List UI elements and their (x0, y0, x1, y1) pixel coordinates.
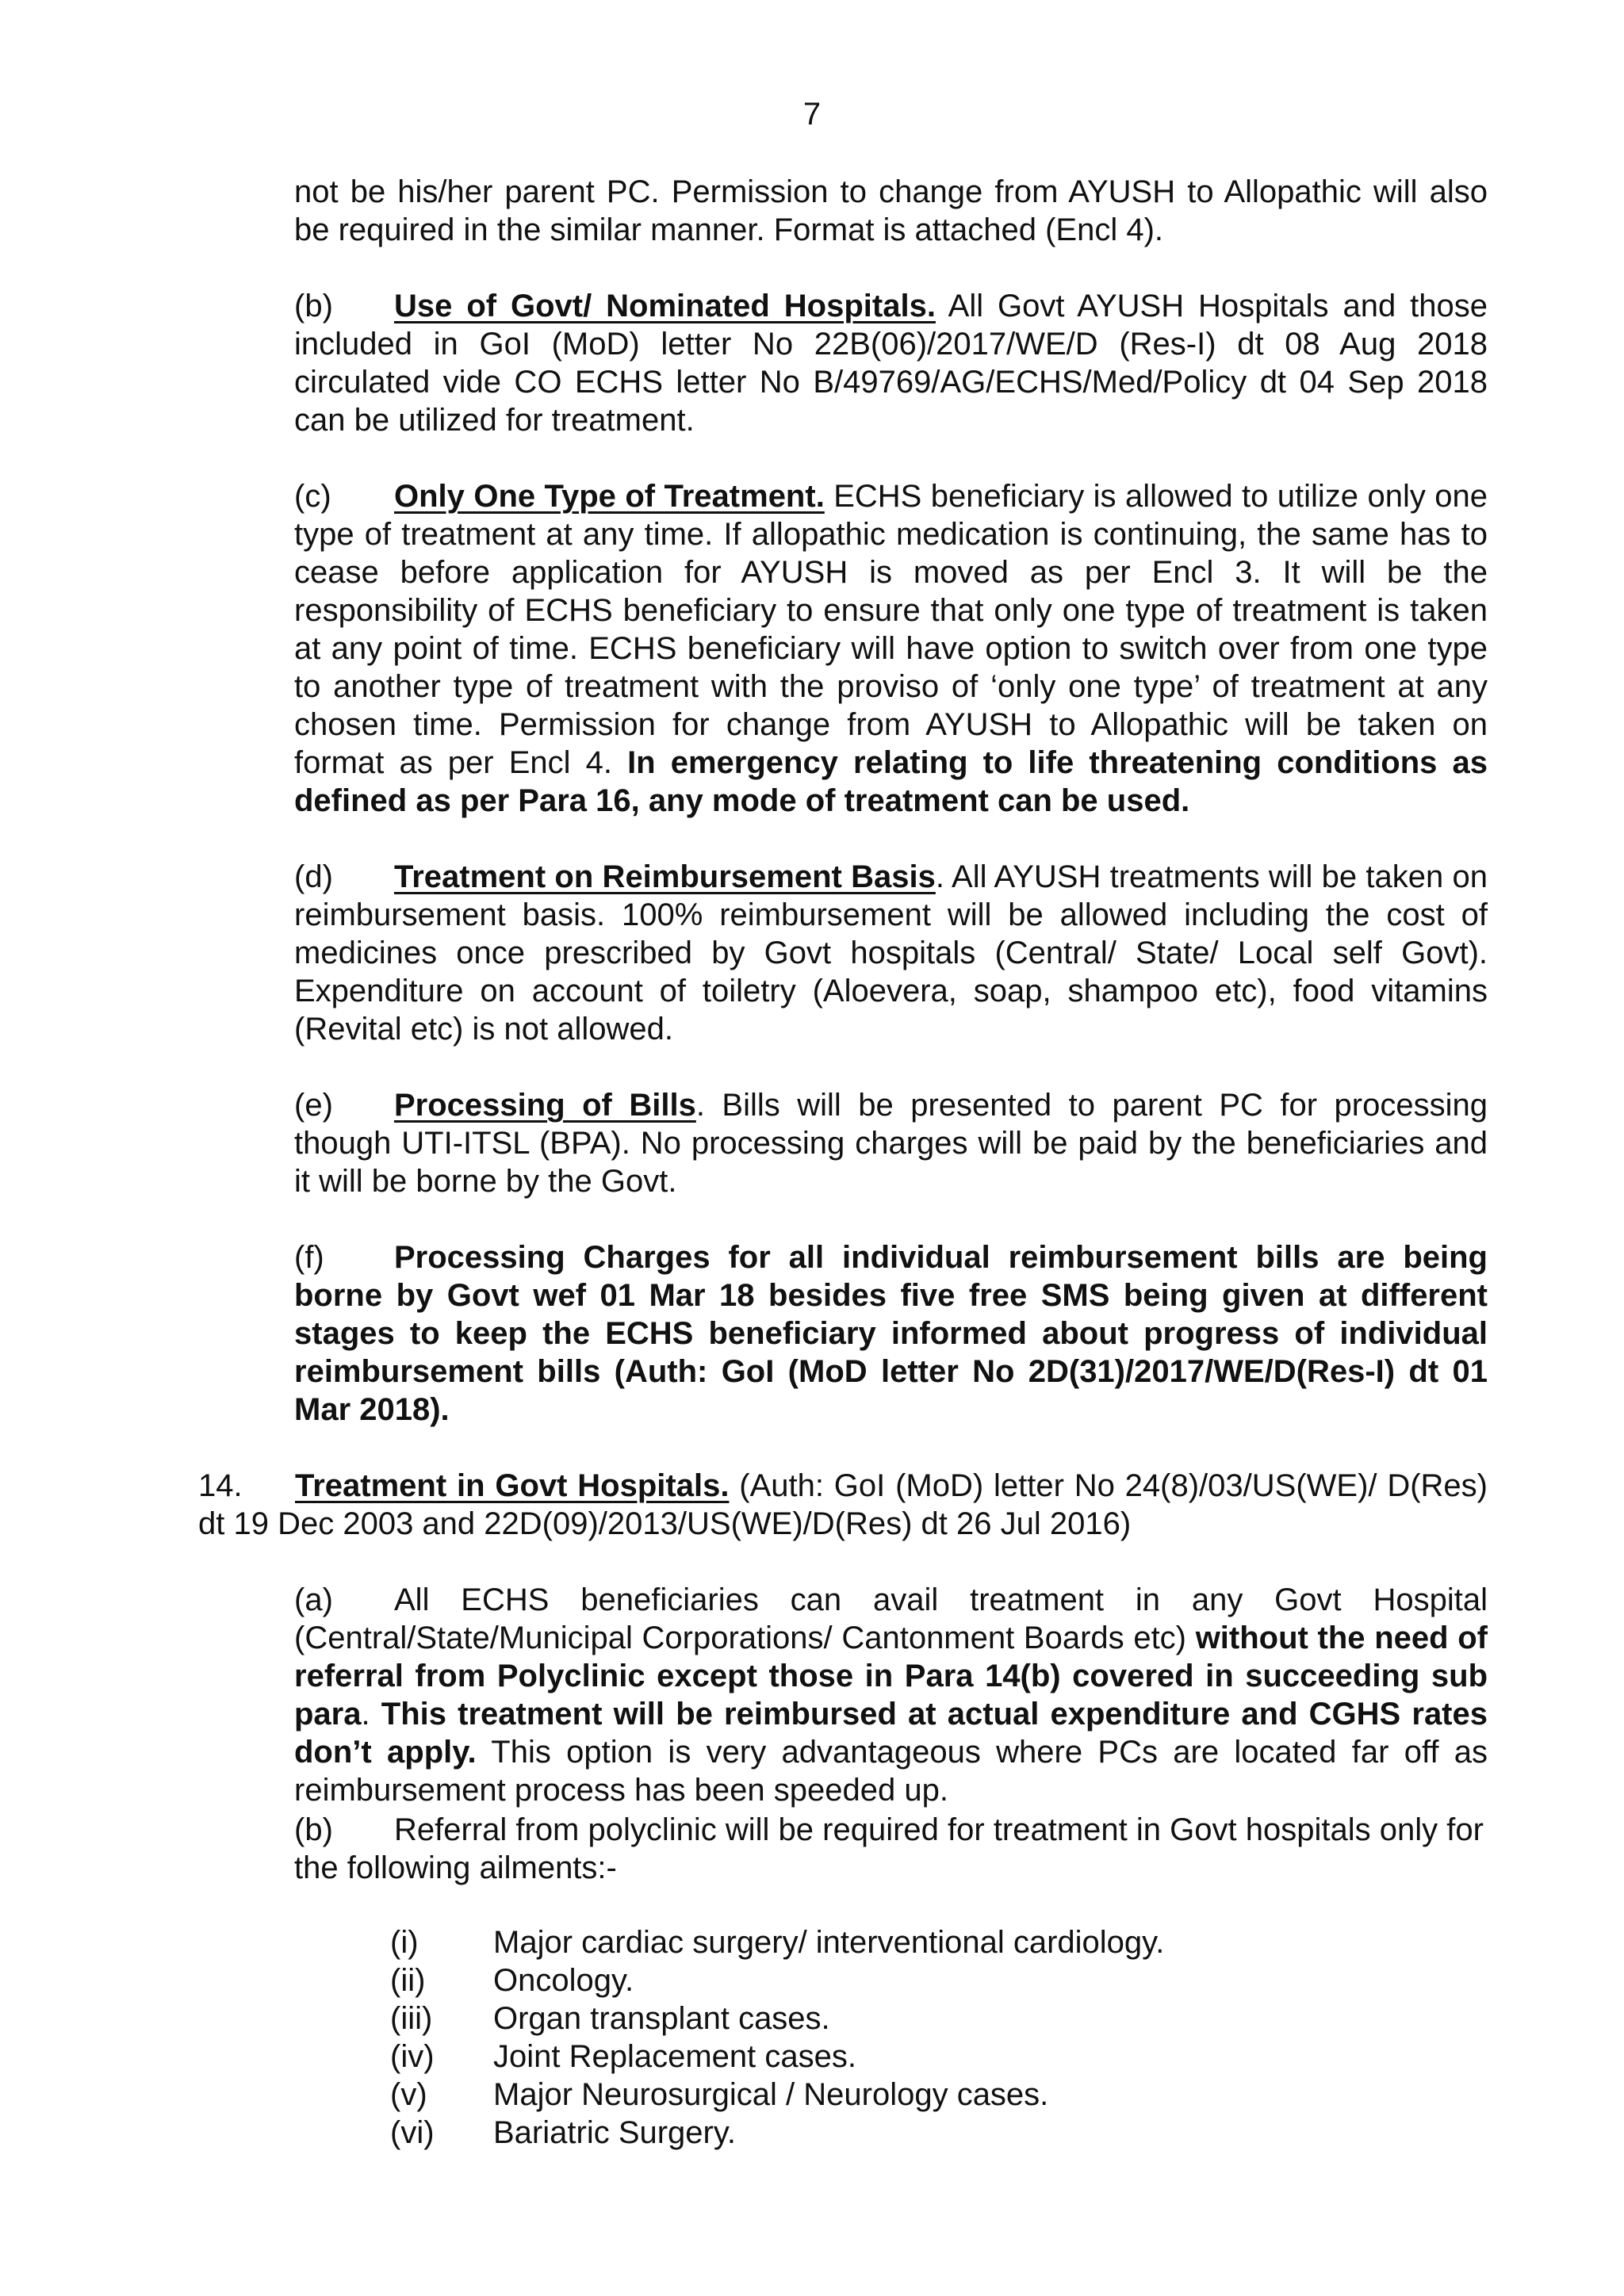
intro-paragraph (294, 173, 1488, 249)
ailment-number: (vi) (390, 2115, 435, 2150)
ailment-text: Oncology. (493, 1963, 634, 1998)
ailment-number: (v) (390, 2077, 427, 2112)
ailment-number: (iv) (390, 2039, 435, 2074)
para-14-number: 14. (198, 1468, 243, 1503)
ailment-number: (iii) (390, 2001, 433, 2036)
para-14a-text-1: All ECHS beneficiaries can avail treatment in any Govt Hospital (Central/State/Municipal Corporations/ Cantonment Boards etc) (294, 1582, 1488, 1655)
page-number: 7 (802, 97, 822, 132)
intro-text: not be his/her parent PC. Permission to change from AYUSH to Allopathic will also be required in the similar manner. Format is attached (Encl 4). (294, 174, 1488, 247)
para-e-text: . Bills will be presented to parent PC for processing though UTI-ITSL (BPA). No processing charges will be paid by the beneficiaries and it will be borne by the Govt. (294, 1088, 1488, 1199)
ailment-text: Major cardiac surgery/ interventional cardiology. (493, 1925, 1165, 1960)
para-c (294, 477, 1488, 820)
para-c-label: (c) (294, 479, 331, 514)
ailment-text: Major Neurosurgical / Neurology cases. (493, 2077, 1049, 2112)
para-f-label: (f) (294, 1240, 324, 1275)
para-14b-label: (b) (294, 1812, 333, 1847)
para-c-bold-text: In emergency relating to life threatening conditions as defined as per Para 16, any mode of treatment can be used. (294, 745, 1488, 818)
para-f (294, 1238, 1488, 1429)
para-b-text: All Govt AYUSH Hospitals and those included in GoI (MoD) letter No 22B(06)/2017/WE/D (Res-I) dt 08 Aug 2018 circulated vide CO ECHS letter No B/49769/AG/ECHS/Med/Policy dt 04 Sep 2018 can be utilized for treatment. (294, 289, 1488, 438)
para-14a-bold-2: This treatment will be reimbursed at actual expenditure and CGHS rates don’t apply. (294, 1697, 1488, 1770)
para-e (294, 1086, 1488, 1200)
ailment-number: (ii) (390, 1963, 426, 1998)
para-e-heading: Processing of Bills (394, 1088, 696, 1123)
ailment-number: (i) (390, 1925, 419, 1960)
para-14-text: (Auth: GoI (MoD) letter No 24(8)/03/US(WE)/ D(Res) dt 19 Dec 2003 and 22D(09)/2013/US(WE)/D(Res) dt 26 Jul 2016) (198, 1468, 1488, 1541)
para-d (294, 858, 1488, 1048)
para-14a-text-2: . (361, 1697, 381, 1732)
para-14a-text-3: This option is very advantageous where PCs are located far off as reimbursement process has been speeded up. (294, 1735, 1488, 1808)
para-14a-bold-1: without the need of referral from Polyclinic except those in Para 14(b) covered in succeeding sub para (294, 1621, 1488, 1732)
para-b-heading: Use of Govt/ Nominated Hospitals. (394, 289, 936, 323)
ailment-text: Joint Replacement cases. (493, 2039, 857, 2074)
ailment-text: Organ transplant cases. (493, 2001, 830, 2036)
para-b-label: (b) (294, 289, 333, 323)
ailment-text: Bariatric Surgery. (493, 2115, 737, 2150)
para-14a-label: (a) (294, 1582, 333, 1617)
para-f-bold-text: Processing Charges for all individual reimbursement bills are being borne by Govt wef 01 Mar 18 besides five free SMS being given at different stages to keep the ECHS beneficiary informed about progress of individual reimbursement bills (Auth: GoI (MoD letter No 2D(31)/2017/WE/D(Res-I) dt 01 Mar 2018). (294, 1240, 1488, 1427)
para-14b (294, 1811, 1488, 1887)
para-14-heading: Treatment in Govt Hospitals. (295, 1468, 730, 1503)
para-c-text: ECHS beneficiary is allowed to utilize only one type of treatment at any time. If allopathic medication is continuing, the same has to cease before application for AYUSH is moved as per Encl 3. It will be the responsibility of ECHS beneficiary to ensure that only one type of treatment is taken at any point of time. ECHS beneficiary will have option to switch over from one type to another type of treatment with the proviso of ‘only one type’ of treatment at any chosen time. Permission for change from AYUSH to Allopathic will be taken on format as per Encl 4. (294, 479, 1488, 780)
para-d-text: . All AYUSH treatments will be taken on reimbursement basis. 100% reimbursement will be allowed including the cost of medicines once prescribed by Govt hospitals (Central/ State/ Local self Govt). Expenditure on account of toiletry (Aloevera, soap, shampoo etc), food vitamins (Revital etc) is not allowed. (294, 859, 1488, 1047)
para-14 (198, 1467, 1488, 1543)
para-14b-text: Referral from polyclinic will be required for treatment in Govt hospitals only for the following ailments:- (294, 1812, 1484, 1885)
para-14a (294, 1581, 1488, 1809)
para-d-label: (d) (294, 859, 333, 894)
para-d-heading: Treatment on Reimbursement Basis (394, 859, 936, 894)
para-e-label: (e) (294, 1088, 333, 1123)
para-c-heading: Only One Type of Treatment. (394, 479, 825, 514)
para-b (294, 287, 1488, 439)
